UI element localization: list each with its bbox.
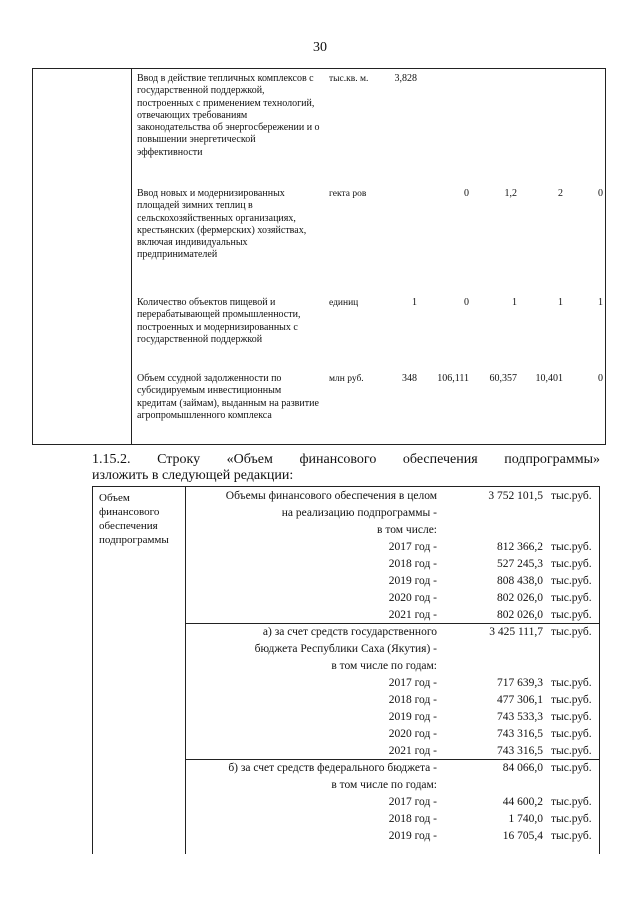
indicator-unit: млн руб. [329,374,364,384]
financing-amount: 477 306,1 [497,694,543,706]
financing-description: в том числе: [377,524,437,536]
financing-amount: 3 425 111,7 [489,626,543,638]
financing-unit: тыс.руб. [551,711,592,723]
financing-description: а) за счет средств государственного [262,626,437,638]
financing-description: в том числе по годам: [331,779,437,791]
table-row [93,726,601,743]
financing-unit: тыс.руб. [551,762,592,774]
financing-description: б) за счет средств федерального бюджета - [228,762,437,774]
indicator-value: 348 [402,373,417,384]
indicator-value: 1 [558,297,563,308]
financing-amount: 802 026,0 [497,609,543,621]
table-row [93,624,601,641]
financing-unit: тыс.руб. [551,575,592,587]
amendment-paragraph-continued: изложить в следующей редакции: [92,468,294,483]
financing-unit: тыс.руб. [551,830,592,842]
table-row [93,692,601,709]
financing-unit: тыс.руб. [551,490,592,502]
financing-amount: 1 740,0 [508,813,543,825]
financing-amount: 84 066,0 [502,762,543,774]
financing-description: 2017 год - [388,541,437,553]
indicator-value: 0 [464,297,469,308]
table-row [93,539,601,556]
indicator-value: 1 [412,297,417,308]
page-number: 30 [313,40,327,55]
financing-description: 2019 год - [388,711,437,723]
indicator-name: Объем ссудной задолженности по субсидируемым инвестиционным кредитам (займам), выданным на развитие агропромышленного комплекса [137,373,319,421]
indicator-value: 2 [558,188,563,199]
indicator-value: 3,828 [394,73,417,84]
table-row [93,590,601,607]
table-row [93,811,601,828]
indicator-value: 10,401 [535,373,563,384]
amendment-paragraph: 1.15.2. Строку «Объем финансового обеспечения подпрограммы» [92,452,600,467]
financing-description: 2020 год - [388,592,437,604]
table-row [93,658,601,675]
table-row [93,794,601,811]
financing-amount: 808 438,0 [497,575,543,587]
financing-description: 2017 год - [388,796,437,808]
table-column-divider [131,69,132,444]
financing-description: бюджета Республики Саха (Якутия) - [254,643,437,655]
financing-description: 2019 год - [388,575,437,587]
financing-amount: 743 316,5 [497,728,543,740]
financing-description: на реализацию подпрограммы - [281,507,437,519]
financing-amount: 44 600,2 [502,796,543,808]
indicator-value: 1,2 [504,188,517,199]
financing-unit: тыс.руб. [551,609,592,621]
financing-unit: тыс.руб. [551,677,592,689]
indicator-unit: тыс.кв. м. [329,74,369,84]
financing-description: 2019 год - [388,830,437,842]
financing-amount: 743 533,3 [497,711,543,723]
indicator-name: Ввод новых и модернизированных площадей зимних теплиц в сельскохозяйственных организациях, крестьянских (фермерских) хозяйствах, включая индивидуальных предпринимателей [137,188,307,261]
table-row [93,743,601,760]
indicator-name: Количество объектов пищевой и перерабатывающей промышленности, построенных и модернизированных с государственной поддержкой [137,297,301,345]
financing-description: 2021 год - [388,745,437,757]
financing-amount: 3 752 101,5 [488,490,543,502]
table-row [93,488,601,505]
table-row [93,573,601,590]
financing-unit: тыс.руб. [551,558,592,570]
indicator-name: Ввод в действие тепличных комплексов с государственной поддержкой, построенных с применением технологий, отвечающих требованиям законодательства об энергосбережении и о повышении энергетической эффективности [137,73,320,158]
indicator-value: 106,111 [437,373,469,384]
financing-unit: тыс.руб. [551,694,592,706]
table-row [93,641,601,658]
financing-description: 2018 год - [388,694,437,706]
financing-unit: тыс.руб. [551,626,592,638]
financing-amount: 717 639,3 [497,677,543,689]
financing-unit: тыс.руб. [551,813,592,825]
financing-unit: тыс.руб. [551,728,592,740]
financing-label: Объем финансового обеспечения подпрограммы [99,492,169,546]
table-row [93,709,601,726]
financing-description: в том числе по годам: [331,660,437,672]
table-row [93,828,601,845]
indicator-value: 1 [512,297,517,308]
financing-description: 2020 год - [388,728,437,740]
table-row [93,675,601,692]
financing-description: 2018 год - [388,558,437,570]
indicator-unit: гекта ров [329,189,367,199]
financing-description: Объемы финансового обеспечения в целом [225,490,437,502]
table-row [93,760,601,777]
table-row [93,505,601,522]
financing-unit: тыс.руб. [551,745,592,757]
financing-amount: 812 366,2 [497,541,543,553]
financing-unit: тыс.руб. [551,796,592,808]
financing-amount: 527 245,3 [497,558,543,570]
indicator-value: 0 [598,188,603,199]
table-row [93,522,601,539]
indicator-value: 0 [464,188,469,199]
financing-amount: 16 705,4 [502,830,543,842]
indicator-value: 1 [598,297,603,308]
table-row [93,777,601,794]
financing-table [92,486,600,854]
financing-description: 2017 год - [388,677,437,689]
financing-description: 2018 год - [388,813,437,825]
indicators-table [32,68,606,445]
table-row [93,607,601,624]
indicator-unit: единиц [329,298,359,308]
table-row [93,556,601,573]
financing-description: 2021 год - [388,609,437,621]
financing-amount: 802 026,0 [497,592,543,604]
indicator-value: 0 [598,373,603,384]
financing-unit: тыс.руб. [551,592,592,604]
financing-amount: 743 316,5 [497,745,543,757]
indicator-value: 60,357 [489,373,517,384]
financing-unit: тыс.руб. [551,541,592,553]
